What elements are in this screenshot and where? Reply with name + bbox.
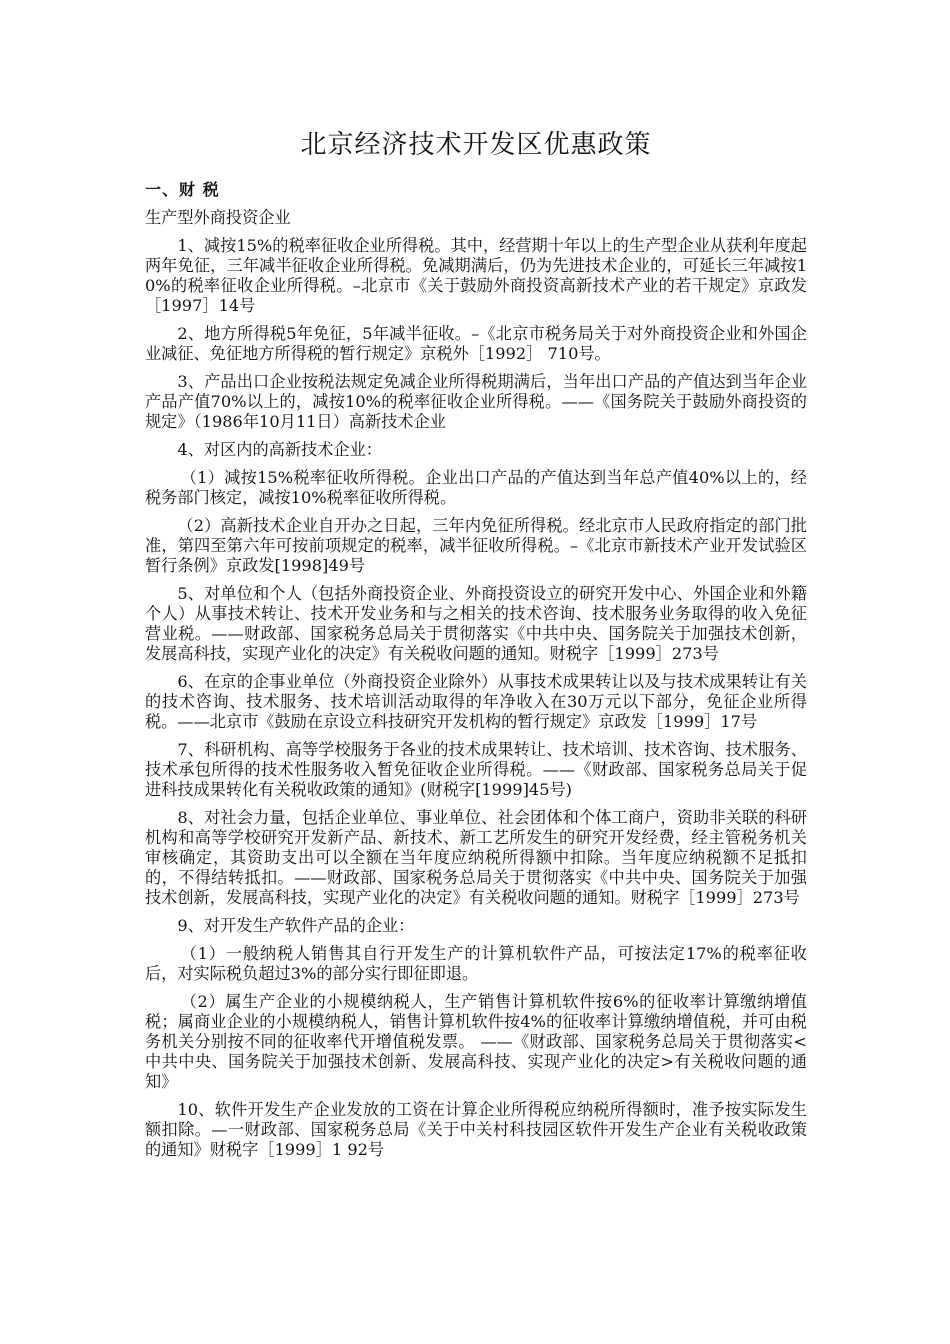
policy-paragraph-5: 5、对单位和个人（包括外商投资企业、外商投资设立的研究开发中心、外国企业和外籍个人）从事技术转让、技术开发业务和与之相关的技术咨询、技术服务业务取得的收入免征营业税。——财政部、国家税务总局关于贯彻落实《中共中央、国务院关于加强技术创新，发展高科技，实现产业化的决定》有关税收问题的通知。财税字［1999］273号 xyxy=(145,584,807,663)
policy-paragraph-9: 9、对开发生产软件产品的企业： xyxy=(177,916,415,935)
policy-paragraph-4-2: （2）高新技术企业自开办之日起，三年内免征所得税。经北京市人民政府指定的部门批准，第四至第六年可按前项规定的税率，减半征收所得税。–《北京市新技术产业开发试验区暂行条例》京政发[1998]49号 xyxy=(145,516,807,575)
policy-paragraph-2: 2、地方所得税5年免征，5年减半征收。–《北京市税务局关于对外商投资企业和外国企业减征、免征地方所得税的暂行规定》京税外［1992］ 710号。 xyxy=(145,324,807,363)
policy-paragraph-10: 10、软件开发生产企业发放的工资在计算企业所得税应纳税所得额时，准予按实际发生额扣除。—一财政部、国家税务总局《关于中关村科技园区软件开发生产企业有关税收政策的通知》财税字［1999］1 92号 xyxy=(145,1100,807,1159)
document-page xyxy=(145,128,807,1168)
policy-paragraph-9-1: （1）一般纳税人销售其自行开发生产的计算机软件产品，可按法定17%的税率征收后，对实际税负超过3%的部分实行即征即退。 xyxy=(145,944,807,983)
policy-paragraph-8: 8、对社会力量，包括企业单位、事业单位、社会团体和个体工商户，资助非关联的科研机构和高等学校研究开发新产品、新技术、新工艺所发生的研究开发经费，经主管税务机关审核确定，其资助支出可以全额在当年度应纳税所得额中扣除。当年度应纳税额不足抵扣的，不得结转抵扣。——财政部、国家税务总局关于贯彻落实《中共中央、国务院关于加强技术创新，发展高科技，实现产业化的决定》有关税收问题的通知。财税字［1999］273号 xyxy=(145,808,807,907)
subheading-foreign-enterprise: 生产型外商投资企业 xyxy=(145,208,291,227)
policy-paragraph-1: 1、减按15%的税率征收企业所得税。其中，经营期十年以上的生产型企业从获利年度起两年免征，三年减半征收企业所得税。免减期满后，仍为先进技术企业的，可延长三年减按10%的税率征收企业所得税。–北京市《关于鼓励外商投资高新技术产业的若干规定》京政发［1997］14号 xyxy=(145,236,807,315)
policy-paragraph-7: 7、科研机构、高等学校服务于各业的技术成果转让、技术培训、技术咨询、技术服务、技术承包所得的技术性服务收入暂免征收企业所得税。——《财政部、国家税务总局关于促进科技成果转化有关税收政策的通知》(财税字[1999]45号) xyxy=(145,740,807,799)
policy-paragraph-3: 3、产品出口企业按税法规定免减企业所得税期满后，当年出口产品的产值达到当年企业产品产值70%以上的，减按10%的税率征收企业所得税。——《国务院关于鼓励外商投资的规定》（1986年10月11日）高新技术企业 xyxy=(145,372,807,431)
policy-paragraph-4: 4、对区内的高新技术企业： xyxy=(177,440,382,459)
page-title: 北京经济技术开发区优惠政策 xyxy=(300,130,652,160)
section-heading-fiscal-tax: 一、财 税 xyxy=(145,180,220,199)
policy-paragraph-4-1: （1）减按15%税率征收所得税。企业出口产品的产值达到当年总产值40%以上的，经税务部门核定，减按10%税率征收所得税。 xyxy=(145,468,807,507)
policy-paragraph-6: 6、在京的企事业单位（外商投资企业除外）从事技术成果转让以及与技术成果转让有关的技术咨询、技术服务、技术培训活动取得的年净收入在30万元以下部分，免征企业所得税。——北京市《鼓励在京设立科技研究开发机构的暂行规定》京政发［1999］17号 xyxy=(145,672,807,731)
policy-paragraph-9-2: （2）属生产企业的小规模纳税人，生产销售计算机软件按6%的征收率计算缴纳增值税；属商业企业的小规模纳税人，销售计算机软件按4%的征收率计算缴纳增值税，并可由税务机关分别按不同的征收率代开增值税发票。 ——《财政部、国家税务总局关于贯彻落实<中共中央、国务院关于加强技术创新、发展高科技、实现产业化的决定>有关税收问题的通知》 xyxy=(145,992,807,1091)
